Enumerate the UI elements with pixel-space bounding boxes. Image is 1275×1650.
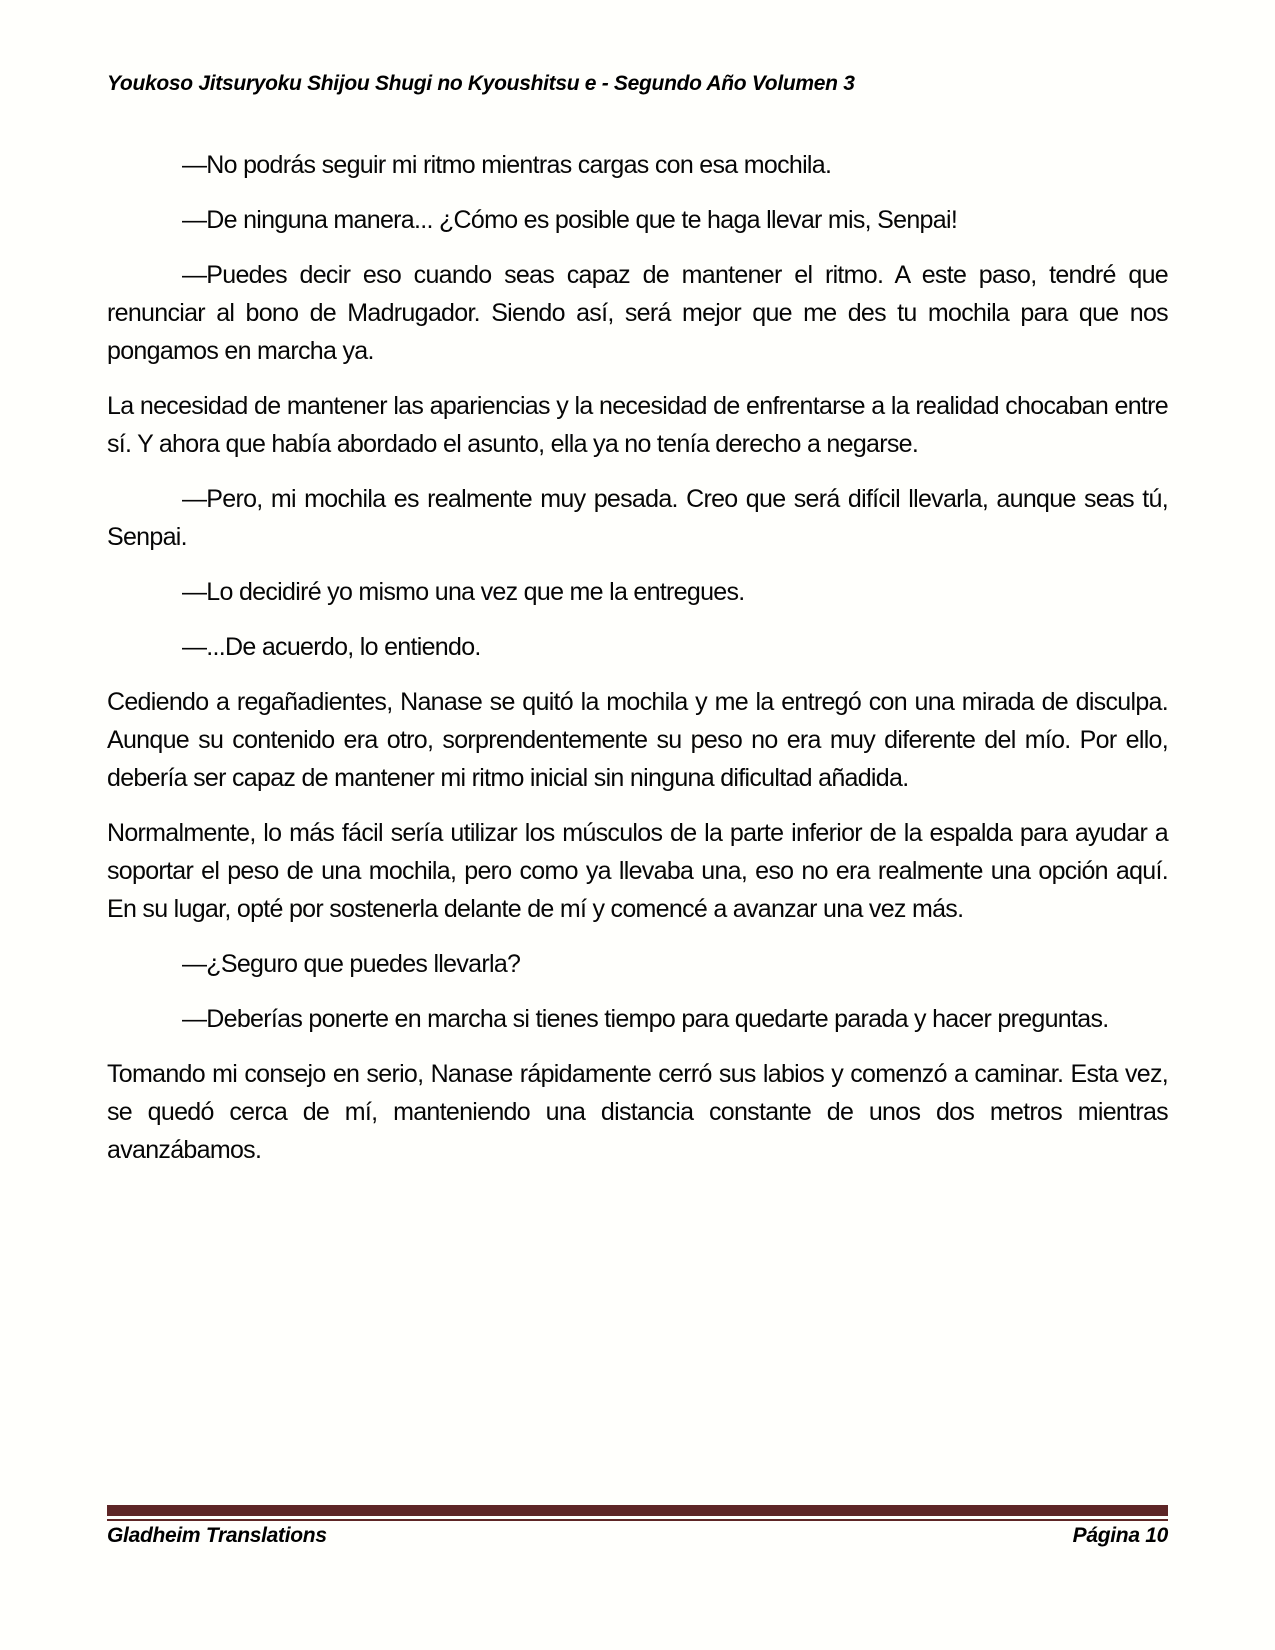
paragraph: —¿Seguro que puedes llevarla? xyxy=(182,950,521,978)
footer-page-number: Página 10 xyxy=(1072,1524,1168,1547)
header-title: Youkoso Jitsuryoku Shijou Shugi no Kyoushitsu e - Segundo Año Volumen 3 xyxy=(107,72,855,95)
body-text xyxy=(107,146,1168,1186)
page-footer xyxy=(107,1524,1168,1548)
paragraph: Normalmente, lo más fácil sería utilizar los músculos de la parte inferior de la espalda para ayudar a soportar el peso de una mochila, pero como ya llevaba una, eso no era realmente una opción aquí. En su lugar, opté por sostenerla delante de mí y comencé a avanzar una vez más. xyxy=(107,819,1168,923)
paragraph: —Deberías ponerte en marcha si tienes tiempo para quedarte parada y hacer preguntas. xyxy=(182,1005,1109,1033)
footer-translator-credit: Gladheim Translations xyxy=(107,1524,327,1547)
paragraph: —No podrás seguir mi ritmo mientras cargas con esa mochila. xyxy=(182,151,832,179)
paragraph: —Lo decidiré yo mismo una vez que me la entregues. xyxy=(182,578,745,606)
footer-divider-rule xyxy=(107,1505,1168,1521)
paragraph: —Puedes decir eso cuando seas capaz de mantener el ritmo. A este paso, tendré que renunciar al bono de Madrugador. Siendo así, será mejor que me des tu mochila para que nos pongamos en marcha ya. xyxy=(107,261,1168,365)
paragraph: —Pero, mi mochila es realmente muy pesada. Creo que será difícil llevarla, aunque seas tú, Senpai. xyxy=(107,485,1168,551)
paragraph: Tomando mi consejo en serio, Nanase rápidamente cerró sus labios y comenzó a caminar. Esta vez, se quedó cerca de mí, manteniendo una distancia constante de unos dos metros mientras avanzábamos. xyxy=(107,1060,1168,1164)
paragraph: La necesidad de mantener las apariencias y la necesidad de enfrentarse a la realidad chocaban entre sí. Y ahora que había abordado el asunto, ella ya no tenía derecho a negarse. xyxy=(107,392,1168,458)
paragraph: —De ninguna manera... ¿Cómo es posible que te haga llevar mis, Senpai! xyxy=(182,206,958,234)
paragraph: Cediendo a regañadientes, Nanase se quitó la mochila y me la entregó con una mirada de disculpa. Aunque su contenido era otro, sorprendentemente su peso no era muy diferente del mío. Por ello, debería ser capaz de mantener mi ritmo inicial sin ninguna dificultad añadida. xyxy=(107,688,1168,792)
page-header xyxy=(107,72,1168,96)
paragraph: —...De acuerdo, lo entiendo. xyxy=(182,633,481,661)
